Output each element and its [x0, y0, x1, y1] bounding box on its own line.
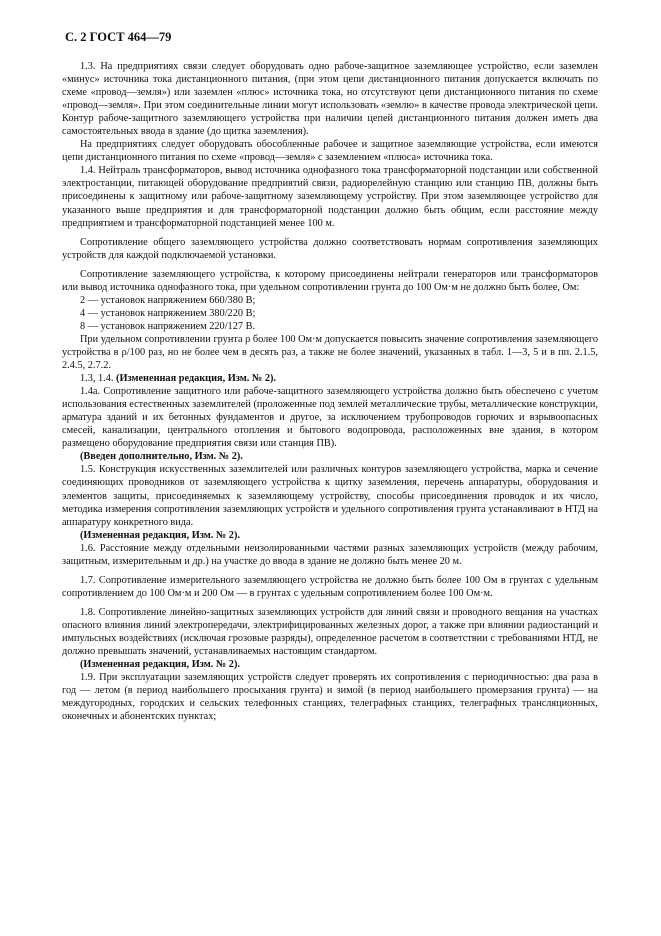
- list-item: 8 — установок напряжением 220/127 В.: [80, 320, 256, 332]
- paragraph-1-7: 1.7. Сопротивление измерительного заземляющего устройства не должно быть более 100 Ом в грунтах с удельным сопротивлением до 100 Ом·м и 200 Ом — в грунтах с удельным сопротивлением более 100 Ом·м.: [62, 574, 598, 599]
- page-header: С. 2 ГОСТ 464—79: [65, 30, 172, 44]
- amendment-note: (Измененная редакция, Изм. № 2).: [116, 373, 276, 385]
- paragraph-1-4-soil: При удельном сопротивлении грунта ρ более 100 Ом·м допускается повысить значение сопротивления заземляющего устройства в ρ/100 раз, но не более чем в десять раз, а также не более значений, указанных в табл. 1—3, 5 и в пп. 2.1.5, 2.4.5, 2.7.2.: [62, 333, 598, 372]
- paragraph-1-4: 1.4. Нейтраль трансформаторов, вывод источника однофазного тока трансформаторной подстанции или собственной электростанции, питающей оборудование предприятий связи, радиорелейную станцию или станцию ПВ, должны быть присоединены к защитному или рабоче-защитному заземляющему устройству. При этом заземляющее устройство для указанного выше предприятия и для трансформаторной подстанции должно быть общим, если расстояние между предприятием и трансформаторной подстанцией менее 100 м.: [62, 165, 598, 229]
- amendment-note-1-5: (Измененная редакция, Изм. № 2).: [80, 529, 240, 541]
- paragraph-1-9: 1.9. При эксплуатации заземляющих устройств следует проверять их сопротивления с периодичностью: два раза в год — летом (в период наибольшего просыхания грунта) и зимой (в период наибольшего промерзания грунта) — на междугородных, городских и сельских телефонных станциях, телеграфных станциях, телеграфных трансляционных, оконечных и абонентских пунктах;: [62, 672, 598, 723]
- amendment-note-1-8: (Измененная редакция, Изм. № 2).: [80, 659, 240, 671]
- paragraph-1-5: 1.5. Конструкция искусственных заземлителей или различных контуров заземляющего устройства, марка и сечение соединяющих проводников от заземляющего устройства к щитку заземления, перечень аппаратуры, оборудования и элементов защиты, присоединяемых к заземляющему устройству, способы присоединения проводок и их число, методика измерения сопротивления заземляющих устройств и удельного сопротивления грунта устанавливают в НТД на аппаратуру конкретного вида.: [62, 464, 598, 528]
- paragraph-1-4-resistance: Сопротивление общего заземляющего устройства должно соответствовать нормам сопротивления заземляющих устройств для каждой подключаемой установки.: [62, 236, 598, 261]
- paragraph-1-3: 1.3. На предприятиях связи следует оборудовать одно рабоче-защитное заземляющее устройство, если заземлен «минус» источника тока дистанционного питания, (при этом цепи дистанционного питания допускается включать по схеме «провод—земля») или заземлен «плюс» источника тока, но отсутствуют цепи дистанционного питания по схеме «провод—земля». При этом соединительные линии могут использовать «землю» в качестве провода электрической цепи. Контур рабоче-защитного заземляющего устройства при наличии цепей дистанционного питания должен иметь два самостоятельных ввода в здание (до щитка заземления).: [62, 61, 598, 138]
- document-body: [62, 60, 598, 723]
- paragraph-1-4a: 1.4а. Сопротивление защитного или рабоче-защитного заземляющего устройства должно быть обеспечено с учетом использования естественных заземлителей (проложенные под землей металлические трубы, металлические конструкции, арматура зданий и их бетонных фундаментов и другое, за исключением трубопроводов горючих и взрывоопасных смесей, канализации, центрального отопления и бытового водопровода, расположенных вне здания, в котором размещено оборудование предприятия связи или станция ПВ).: [62, 386, 598, 450]
- list-item: 4 — установок напряжением 380/220 В;: [80, 307, 256, 319]
- amendment-ref: 1.3, 1.4.: [80, 373, 117, 385]
- list-item: 2 — установок напряжением 660/380 В;: [80, 294, 256, 306]
- amendment-note-added: (Введен дополнительно, Изм. № 2).: [80, 451, 243, 463]
- paragraph-1-6: 1.6. Расстояние между отдельными неизолированными частями разных заземляющих устройств (между рабочим, защитным, измерительным и др.) на участке до ввода в здание не должно быть менее 20 м.: [62, 542, 598, 567]
- amendment-1-3-1-4: [62, 372, 598, 385]
- paragraph-1-4-norms: Сопротивление заземляющего устройства, к которому присоединены нейтрали генераторов или трансформаторов или вывод источника однофазного тока, при удельном сопротивлении грунта до 100 Ом·м не должно быть более, Ом:: [62, 268, 598, 293]
- paragraph-1-3-cont: На предприятиях следует оборудовать обособленные рабочее и защитное заземляющие устройства, если имеются цепи дистанционного питания по схеме «провод—земля» с заземлением «плюса» источника тока.: [62, 139, 598, 164]
- paragraph-1-8: 1.8. Сопротивление линейно-защитных заземляющих устройств для линий связи и проводного вещания на участках опасного влияния линий электропередачи, электрифицированных железных дорог, а также при влиянии радиостанций и импульсных воздействиях (исключая грозовые разряды), определенное расчетом в соответствии с требованиями НТД, не должно превышать значений, устанавливаемых настоящим стандартом.: [62, 606, 598, 658]
